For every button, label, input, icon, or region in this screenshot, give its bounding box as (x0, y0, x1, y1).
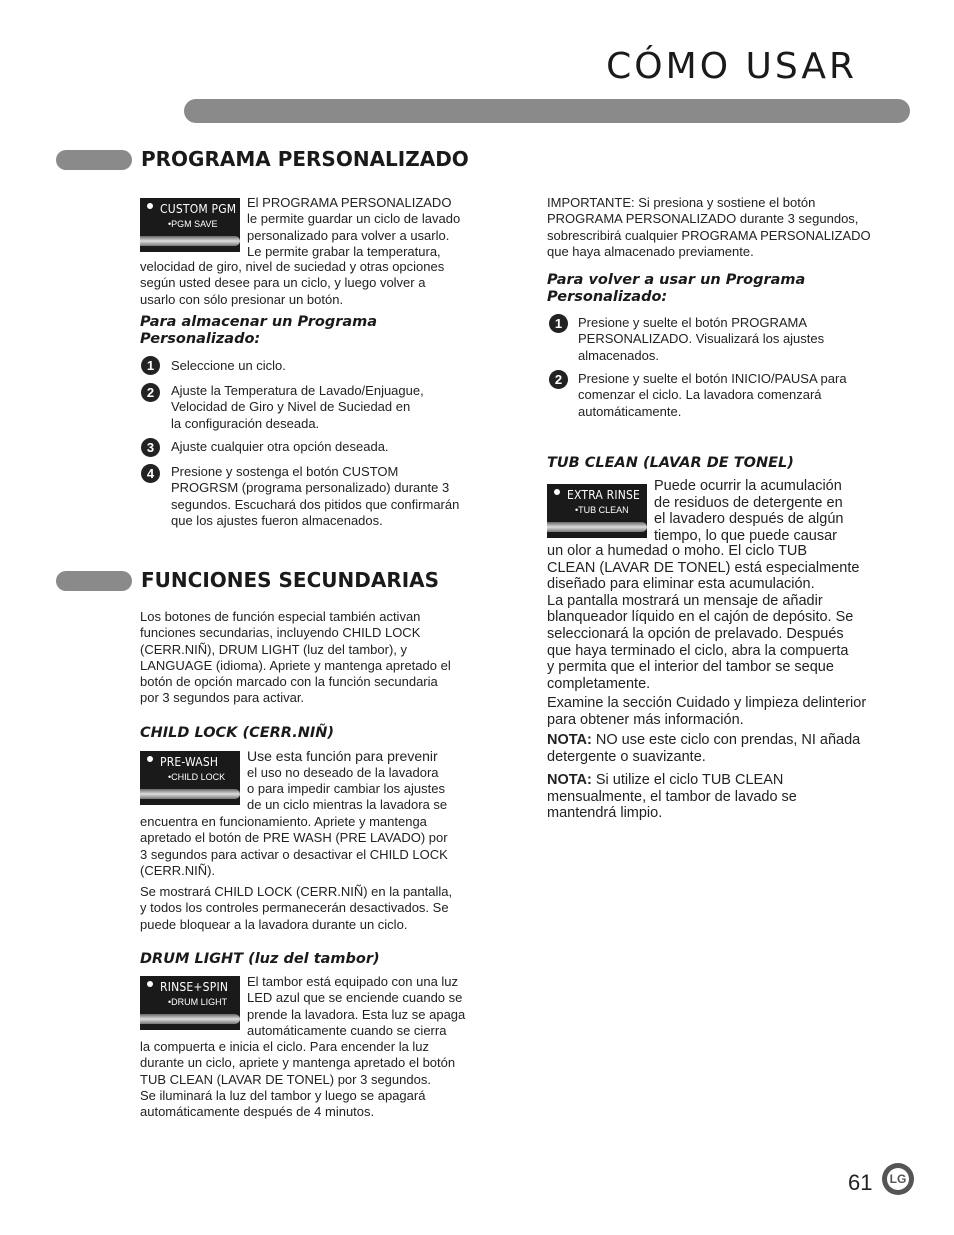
text-line: mensualmente, el tambor de lavado se (547, 788, 797, 805)
indicator-dot (554, 489, 560, 495)
child-lock-para2 (140, 884, 452, 933)
subheading-line: Personalizado: (140, 330, 261, 347)
text-line: Presione y suelte el botón INICIO/PAUSA para (578, 371, 847, 386)
text-line (547, 772, 797, 789)
text-line: Examine la sección Cuidado y limpieza delinterior (547, 695, 867, 711)
text-line: LANGUAGE (idioma). Apriete y mantenga apretado el (140, 657, 451, 673)
text-line: Ajuste cualquier otra opción deseada. (171, 439, 389, 454)
section-heading-secondary-functions: FUNCIONES SECUNDARIAS (141, 568, 440, 592)
text-line: detergente o suavizante. (547, 748, 706, 765)
indicator-dot (147, 756, 153, 762)
step-text (578, 371, 847, 420)
page-title: CÓMO USAR (606, 46, 857, 87)
custom-program-intro-rest (140, 259, 444, 308)
step-text (171, 358, 286, 374)
section-heading-custom-program: PROGRAMA PERSONALIZADO (141, 147, 469, 171)
text-line: Se iluminará la luz del tambor y luego se apagará (140, 1087, 426, 1103)
custom-program-intro (247, 195, 460, 260)
text-line: seleccionará la opción de prelavado. Después (547, 625, 844, 642)
text-line: el uso no deseado de la lavadora (247, 764, 439, 780)
text-line: 3 segundos para activar o desactivar el CHILD LOCK (140, 846, 448, 862)
step-text (171, 439, 389, 455)
panel-label: CUSTOM PGM (160, 202, 237, 216)
tub-clean-note-1 (547, 732, 860, 765)
lg-logo (882, 1163, 914, 1195)
section-marker (56, 571, 132, 591)
step-text (578, 315, 824, 364)
text-line: completamente. (547, 675, 651, 692)
panel-label: EXTRA RINSE (567, 488, 641, 502)
child-lock-subheading: CHILD LOCK (CERR.NIÑ) (140, 725, 335, 741)
text-line: que haya terminado el ciclo, abra la compuerta (547, 642, 849, 659)
step-text (171, 383, 424, 432)
pre-wash-panel-image (140, 751, 240, 805)
panel-button (140, 789, 240, 799)
text-line: mantendrá limpio. (547, 805, 663, 822)
panel-sublabel: •TUB CLEAN (575, 505, 629, 515)
text-line: prende la lavadora. Esta luz se apaga (247, 1006, 466, 1022)
text-line: Puede ocurrir la acumulación (654, 478, 842, 494)
text-line: de residuos de detergente en (654, 494, 843, 511)
text-line: puede bloquear a la lavadora durante un ciclo. (140, 916, 408, 932)
text-line: el lavadero después de algún (654, 511, 844, 528)
text-line: segundos. Escuchará dos pitidos que confirmarán (171, 496, 460, 512)
text-line: Use esta función para prevenir (247, 748, 438, 764)
text-line: La pantalla mostrará un mensaje de añadir (547, 592, 823, 609)
text-line: comenzar el ciclo. La lavadora comenzará (578, 387, 822, 403)
panel-button (547, 522, 647, 532)
text-line: Presione y suelte el botón PROGRAMA (578, 315, 808, 330)
text-line: Seleccione un ciclo. (171, 358, 286, 373)
note-text: NO use este ciclo con prendas, NI añada (591, 732, 861, 748)
text-line: según usted desee para un ciclo, y luego volver a (140, 275, 426, 291)
text-line: Los botones de función especial también activan (140, 609, 421, 624)
tub-clean-subheading: TUB CLEAN (LAVAR DE TONEL) (547, 455, 794, 471)
panel-label: RINSE+SPIN (160, 980, 229, 994)
text-line: o para impedir cambiar los ajustes (247, 780, 445, 796)
panel-label: PRE-WASH (160, 755, 219, 769)
store-subheading (140, 314, 377, 347)
text-line: automáticamente después de 4 minutos. (140, 1104, 375, 1120)
text-line: tiempo, lo que puede causar (654, 527, 837, 544)
text-line: la compuerta e inicia el ciclo. Para encender la luz (140, 1039, 430, 1054)
text-line: que los ajustes fueron almacenados. (171, 512, 383, 528)
text-line: El tambor está equipado con una luz (247, 974, 459, 989)
text-line: usarlo con sólo presionar un botón. (140, 291, 344, 307)
text-line: Ajuste la Temperatura de Lavado/Enjuague, (171, 383, 424, 398)
text-line: encuentra en funcionamiento. Apriete y mantenga (140, 814, 427, 829)
child-lock-side-text (247, 748, 447, 813)
header-bar (184, 99, 910, 123)
reuse-subheading (547, 272, 805, 305)
text-line: para obtener más información. (547, 711, 744, 728)
custom-pgm-panel-image (140, 198, 240, 252)
subheading-line: Personalizado: (547, 288, 668, 305)
text-line: apretado el botón de PRE WASH (PRE LAVADO) por (140, 830, 448, 846)
text-line: (CERR.NIÑ). (140, 862, 216, 878)
extra-rinse-panel-image (547, 484, 647, 538)
panel-sublabel: •CHILD LOCK (168, 772, 226, 782)
panel-sublabel: •DRUM LIGHT (168, 997, 228, 1007)
text-line: PROGRSM (programa personalizado) durante 3 (171, 480, 450, 496)
text-line: personalizado para volver a usarlo. (247, 227, 450, 243)
text-line: y permita que el interior del tambor se seque (547, 659, 834, 676)
drum-light-side-text (247, 974, 465, 1039)
text-line: de un ciclo mientras la lavadora se (247, 797, 448, 813)
step-number: 1 (549, 314, 568, 333)
step-number: 3 (141, 438, 160, 457)
text-line: IMPORTANTE: Si presiona y sostiene el botón (547, 195, 816, 210)
section-marker (56, 150, 132, 170)
indicator-dot (147, 981, 153, 987)
text-line: CLEAN (LAVAR DE TONEL) está especialmente (547, 559, 860, 576)
text-line: Se mostrará CHILD LOCK (CERR.NIÑ) en la pantalla, (140, 884, 453, 899)
text-line: diseñado para eliminar esta acumulación. (547, 576, 815, 593)
text-line: El PROGRAMA PERSONALIZADO (247, 195, 452, 210)
step-number: 2 (141, 383, 160, 402)
rinse-spin-panel-image (140, 976, 240, 1030)
tub-clean-note-2 (547, 772, 797, 822)
important-note (547, 195, 871, 260)
tub-clean-side-text (654, 478, 843, 544)
text-line: LED azul que se enciende cuando se (247, 990, 463, 1006)
text-line: durante un ciclo, apriete y mantenga apretado el botón (140, 1055, 456, 1071)
text-line: PERSONALIZADO. Visualizará los ajustes (578, 331, 825, 347)
text-line: almacenados. (578, 347, 659, 363)
text-line: automáticamente. (578, 403, 682, 419)
text-line: que haya almacenado previamente. (547, 243, 754, 259)
text-line: sobrescribirá cualquier PROGRAMA PERSONALIZADO (547, 227, 871, 243)
note-label: NOTA: (547, 732, 592, 748)
text-line: le permite guardar un ciclo de lavado (247, 211, 461, 227)
text-line: la configuración deseada. (171, 415, 320, 431)
drum-light-body (140, 1039, 455, 1120)
text-line: por 3 segundos para activar. (140, 690, 305, 706)
text-line (547, 732, 860, 749)
text-line: automáticamente cuando se cierra (247, 1022, 447, 1038)
panel-button (140, 236, 240, 246)
tub-clean-body (547, 543, 859, 692)
text-line: TUB CLEAN (LAVAR DE TONEL) por 3 segundos. (140, 1071, 431, 1087)
text-line: y todos los controles permanecerán desactivados. Se (140, 900, 449, 916)
drum-light-subheading: DRUM LIGHT (luz del tambor) (140, 951, 380, 967)
step-number: 4 (141, 464, 160, 483)
child-lock-body (140, 814, 448, 879)
secondary-functions-intro (140, 609, 451, 707)
text-line: blanqueador líquido en el cajón de depósito. Se (547, 609, 854, 626)
page-number: 61 (848, 1170, 873, 1195)
text-line: Velocidad de Giro y Nivel de Suciedad en (171, 399, 411, 415)
panel-sublabel: •PGM SAVE (168, 219, 218, 229)
step-number: 1 (141, 356, 160, 375)
text-line: Le permite grabar la temperatura, (247, 243, 441, 259)
step-text (171, 464, 459, 529)
text-line: (CERR.NIÑ), DRUM LIGHT (luz del tambor), y (140, 641, 408, 657)
text-line: un olor a humedad o moho. El ciclo TUB (547, 543, 808, 559)
note-label: NOTA: (547, 772, 592, 788)
text-line: botón de opción marcado con la función secundaria (140, 674, 438, 690)
note-text: Si utilize el ciclo TUB CLEAN (591, 772, 784, 788)
panel-button (140, 1014, 240, 1024)
text-line: Presione y sostenga el botón CUSTOM (171, 464, 399, 479)
text-line: PROGRAMA PERSONALIZADO durante 3 segundos, (547, 211, 859, 227)
step-number: 2 (549, 370, 568, 389)
text-line: funciones secundarias, incluyendo CHILD LOCK (140, 625, 421, 641)
indicator-dot (147, 203, 153, 209)
tub-clean-para2 (547, 695, 866, 728)
text-line: velocidad de giro, nivel de suciedad y otras opciones (140, 259, 445, 274)
logo-text: LG (889, 1172, 907, 1186)
subheading-line: Para almacenar un Programa (140, 314, 378, 330)
subheading-line: Para volver a usar un Programa (547, 272, 806, 288)
